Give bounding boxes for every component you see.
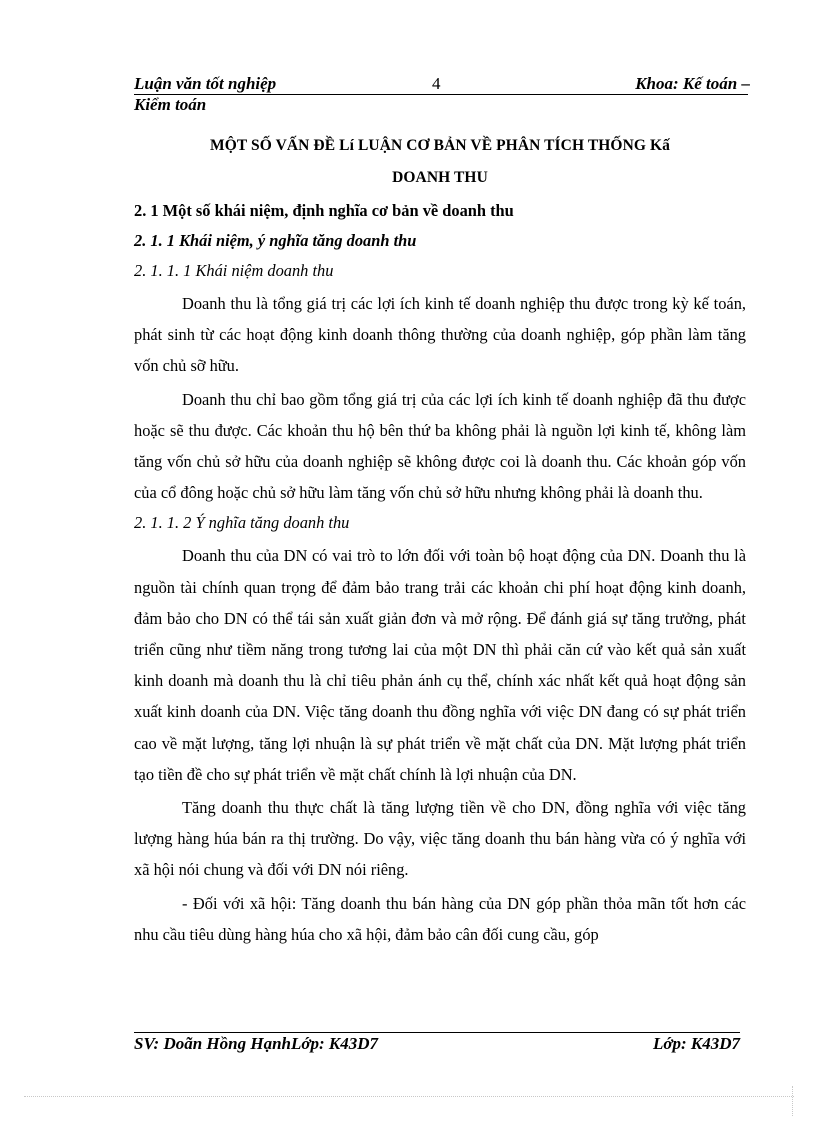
header-rule — [134, 94, 748, 95]
page-number: 4 — [432, 74, 441, 93]
chapter-title-line-2: DOANH THU — [392, 169, 488, 186]
header-faculty-continuation: Kiểm toán — [134, 95, 207, 114]
footer-class-label: Lớp: K43D7 — [652, 1034, 740, 1053]
header-faculty-label: Khoa: Kế toán – — [635, 74, 750, 93]
page-header — [134, 74, 750, 94]
chapter-title-line-1: MỘT SỐ VẤN ĐỀ Lí LUẬN CƠ BẢN VỀ PHÂN TÍCH THỐNG Kấ — [209, 137, 671, 154]
subsection-heading: 2. 1. 1 Khái niệm, ý nghĩa tăng doanh thu — [134, 231, 417, 250]
section-heading: 2. 1 Một số khái niệm, định nghĩa cơ bản về doanh thu — [134, 201, 514, 220]
subsubsection-heading-1: 2. 1. 1. 1 Khái niệm doanh thu — [134, 261, 334, 280]
paragraph-3: Doanh thu của DN có vai trò to lớn đối với toàn bộ hoạt động của DN. Doanh thu là nguồn tài chính quan trọng để đảm bảo trang trải các khoản chi phí hoạt động kinh doanh, đảm bảo cho DN có thể tái sản xuất giản đơn và mở rộng. Để đánh giá sự tăng trưởng, phát triển cũng như tiềm năng trong tương lai của một DN thì phải căn cứ vào kết quả sản xuất kinh doanh mà doanh thu là chỉ tiêu phản ánh cụ thể, chính xác nhất kết quả hoạt động sản xuất kinh doanh của DN. Việc tăng doanh thu đồng nghĩa với việc DN đang có sự phát triển cao về mặt lượng, tăng lợi nhuận là sự phát triển về mặt chất của DN. Mặt lượng phát triển tạo tiền đề cho sự phát triển về mặt chất chính là lợi nhuận của DN. — [134, 546, 746, 784]
subsubsection-heading-2: 2. 1. 1. 2 Ý nghĩa tăng doanh thu — [134, 513, 350, 533]
page-footer — [134, 1034, 740, 1056]
paragraph-2: Doanh thu chỉ bao gồm tổng giá trị của các lợi ích kinh tế doanh nghiệp đã thu được hoặc sẽ thu được. Các khoản thu hộ bên thứ ba không phải là nguồn lợi kinh tế, không làm tăng vốn chủ sở hữu của doanh nghiệp sẽ không được coi là doanh thu. Các khoản góp vốn của cổ đông hoặc chủ sở hữu làm tăng vốn chủ sở hữu nhưng không phải là doanh thu. — [134, 389, 746, 503]
paragraph-1: Doanh thu là tổng giá trị các lợi ích kinh tế doanh nghiệp thu được trong kỳ kế toán, phát sinh từ các hoạt động kinh doanh thông thường của doanh nghiệp, góp phần làm tăng vốn chủ sỡ hữu. — [134, 294, 746, 376]
paragraph-5: - Đối với xã hội: Tăng doanh thu bán hàng của DN góp phần thỏa mãn tốt hơn các nhu cầu tiêu dùng hàng húa cho xã hội, đảm bảo cân đối cung cầu, góp — [134, 893, 746, 944]
header-thesis-label: Luận văn tốt nghiệp — [134, 74, 277, 93]
footer-rule — [134, 1032, 740, 1033]
page-body — [134, 130, 746, 950]
paragraph-4: Tăng doanh thu thực chất là tăng lượng tiền về cho DN, đồng nghĩa với việc tăng lượng hàng húa bán ra thị trường. Do vậy, việc tăng doanh thu bán hàng vừa có ý nghĩa với xã hội nói chung và đối với DN nói riêng. — [134, 798, 746, 880]
page-boundary-dotted-line — [24, 1096, 794, 1097]
footer-student-label: SV: Doãn Hồng HạnhLớp: K43D7 — [134, 1034, 379, 1053]
page-corner-marker — [792, 1086, 793, 1116]
